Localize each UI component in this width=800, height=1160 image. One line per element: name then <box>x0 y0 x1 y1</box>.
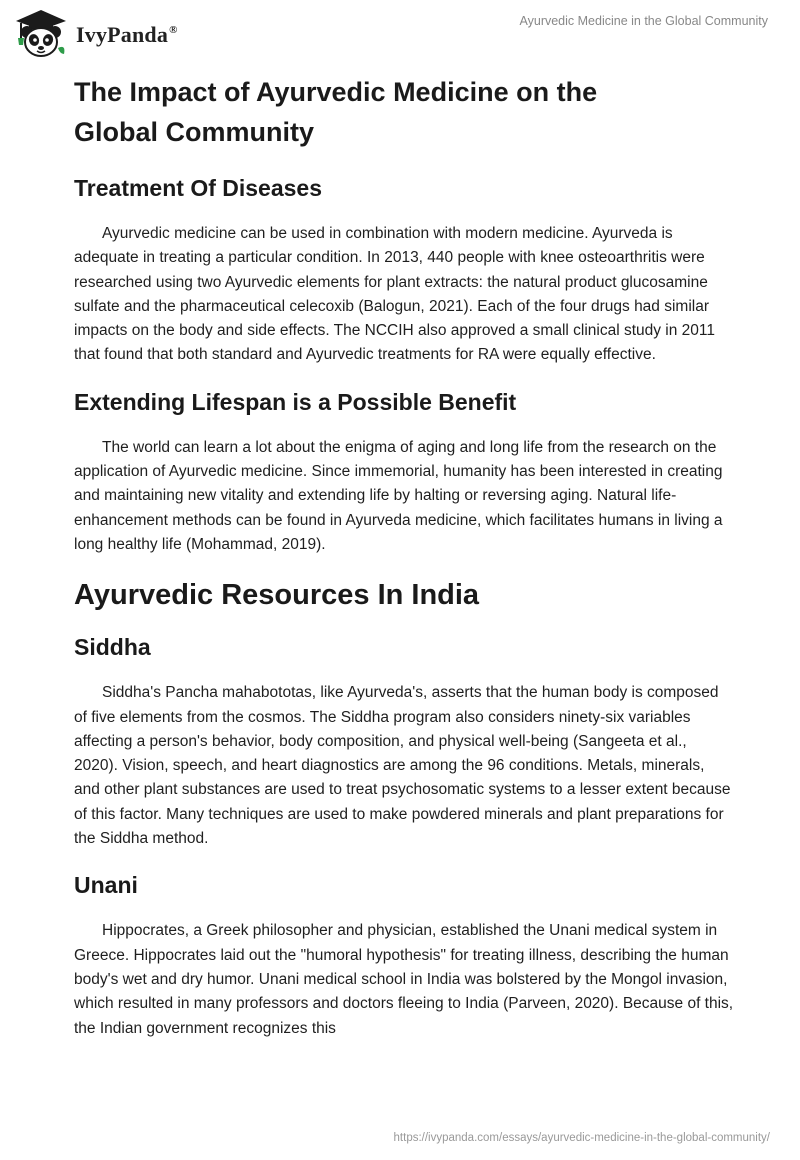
document-header-title: Ayurvedic Medicine in the Global Community <box>519 14 768 28</box>
paragraph-lifespan: The world can learn a lot about the enigma of aging and long life from the research on the application of Ayurvedic medicine. Since immemorial, humanity has been interested in creating and maintaining new vitality and extending life by halting or reversing aging. Natural life-enhancement methods can be found in Ayurveda medicine, which facilitates humans in living a long healthy life (Mohammad, 2019). <box>74 438 723 553</box>
section-heading-treatment: Treatment Of Diseases <box>74 175 323 201</box>
ivypanda-logo[interactable] <box>14 8 178 58</box>
subsection-heading-siddha: Siddha <box>74 634 151 661</box>
brand-name: IvyPanda® <box>76 22 178 47</box>
subsection-heading-unani: Unani <box>74 872 138 899</box>
section-title-resources: Ayurvedic Resources In India <box>74 579 480 612</box>
article-title: The Impact of Ayurvedic Medicine on the Global Community <box>74 77 598 147</box>
section-heading-lifespan: Extending Lifespan is a Possible Benefit <box>74 388 517 415</box>
page-header <box>0 0 800 70</box>
source-url-link[interactable]: https://ivypanda.com/essays/ayurvedic-medicine-in-the-global-community/ <box>393 1132 770 1144</box>
paragraph-treatment: Ayurvedic medicine can be used in combination with modern medicine. Ayurveda is adequate in treating a particular condition. In 2013, 440 people with knee osteoarthritis were researched using two Ayurvedic elements for plant extracts: the natural product glucosamine sulfate and the pharmaceutical celecoxib (Balogun, 2021). Each of the four drugs had similar impacts on the body and side effects. The NCCIH also approved a small clinical study in 2011 that found that both standard and Ayurvedic treatments for RA were equally effective. <box>74 225 716 364</box>
paragraph-unani: Hippocrates, a Greek philosopher and physician, established the Unani medical system in Greece. Hippocrates laid out the "humoral hypothesis" for treating illness, describing the human body's wet and dry humor. Unani medical school in India was bolstered by the Mongol invasion, which resulted in many professors and doctors fleeing to India (Parveen, 2020). Because of this, the Indian government recognizes this <box>74 922 734 1037</box>
article-body <box>74 72 734 1041</box>
panda-graduate-icon <box>14 8 68 58</box>
paragraph-siddha: Siddha's Pancha mahabototas, like Ayurveda's, asserts that the human body is composed of five elements from the cosmos. The Siddha program also considers ninety-six variables affecting a person's behavior, body composition, and physical well-being (Sangeeta et al., 2020). Vision, speech, and heart diagnostics are among the 96 conditions. Metals, minerals, and other plant substances are used to treat psychosomatic systems to a lesser extent because of this factor. Many techniques are used to make powdered minerals and plant preparations for the Siddha method. <box>74 684 731 848</box>
